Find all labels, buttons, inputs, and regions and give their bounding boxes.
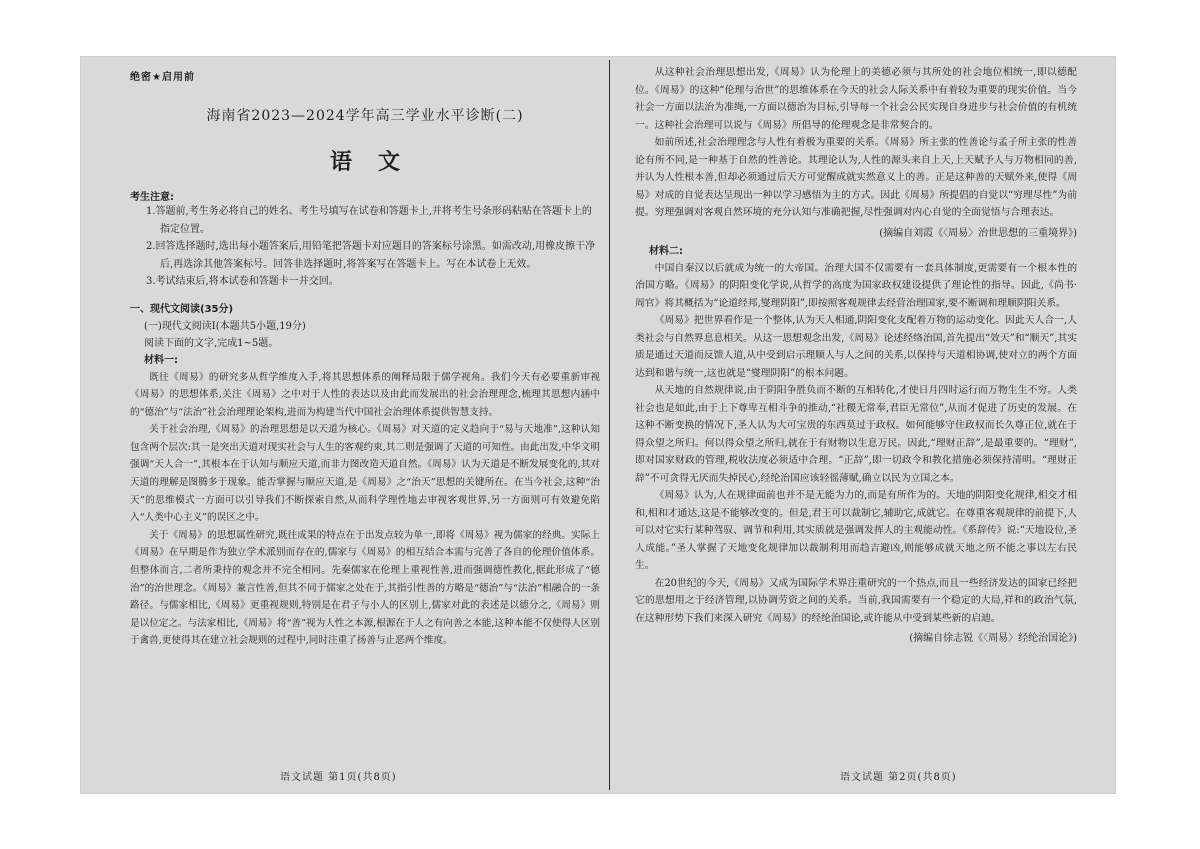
source-citation: (摘编自刘霞《〈周易〉治世思想的三重境界》)	[879, 227, 1077, 239]
article-paragraph: 既往《周易》的研究多从哲学维度入手,将其思想体系的阐释局限于儒学视角。我们今天有必要重新审视《周易》的思想体系,关注《周易》之中对于人性的表达以及由此而发展出的社会治理理念,梳理其思想内涵中的“德治”与“法治”社会治理理论架构,进而为构建当代中国社会治理体系提供智慧支持。	[130, 371, 600, 418]
confidential-mark: 绝密★启用前	[130, 72, 195, 83]
reading-instruction: 阅读下面的文字,完成1~5题。	[144, 337, 279, 349]
source-citation: (摘编自徐志锐《〈周易〉经纶治国论》)	[909, 633, 1077, 644]
article-paragraph: 如前所述,社会治理理念与人性有着极为重要的关系。《周易》所主张的性善论与孟子所主张的性善论有所不同,是一种基于自然的性善论。其理论认为,人性的源头来自上天,上天赋予人与万物相同的善,并认为人性根本善,但却必须通过后天方可觉醒成就实然意义上的善。正是这种善的天赋外来,使得《周易》对成的自觉表达呈现出一种以学习感悟为主的方式。因此《周易》所提倡的自觉以“穷理尽性”为前提。穷理强调对客观自然环境的充分认知与准确把握,尽性强调对内心自觉的全面觉悟与合理表达。	[635, 137, 1077, 218]
article-paragraph: 关于社会治理,《周易》的治理思想是以天道为核心。《周易》对天道的定义趋向于“易与天地准”,这种认知包含两个层次:其一是突出天道对现实社会与人生的客观约束,其二则是强调了天道的可知性。由此出发,中华文明强调“天人合一”,其根本在于认知与顺应天道,而非力图改造天道自然。《周易》认为天道是不断发展变化的,其对天道的理解是图腾多于现象。能否掌握与顺应天道,是《周易》之“治天”思想的关键所在。在当今社会,这种“治天”的思维模式一方面可以引导我们不断探索自然,从而科学理性地去审视客观世界,另一方面则可有效避免陷入“人类中心主义”的误区之中。	[130, 424, 600, 524]
article-paragraph: 中国自秦汉以后就成为统一的大帝国。治理大国不仅需要有一套具体制度,更需要有一个根本性的治国方略。《周易》的阴阳变化学说,从哲学的高度为国家政权建设提供了理论性的指导。因此,《尚书·周官》将其概括为“论道经邦,燮理阴阳”,即按照客观规律去经营治理国家,要不断调和理顺阴阳关系。	[635, 262, 1077, 309]
subject-title: 语文	[329, 149, 426, 175]
article-paragraph: 关于《周易》的思想属性研究,既往成果的特点在于出发点较为单一,即将《周易》视为儒家的经典。实际上《周易》在早期是作为独立学术派别而存在的,儒家与《周易》的相互结合本需与完善了各自的伦理价值体系。但整体而言,二者所秉持的观念并不完全相同。先秦儒家在伦理上重视性善,进而强调德性教化,据此形成了“德治”的治世理念。《周易》兼言性善,但其不同于儒家之处在于,其指引性善的方略是“德治”与“法治”相融合的一条路径。与儒家相比,《周易》更重视规则,特别是在君子与小人的区别上,儒家对此的表述是以德分之,《周易》则是以位定之。与法家相比,《周易》将“善”视为人性之本源,根源在于人之有向善之本能,这种本能不仅使得人区别于禽兽,更使得其在建立社会规则的过程中,同时注重了扬善与止恶两个维度。	[130, 529, 600, 647]
material-one-heading: 材料一:	[144, 354, 178, 366]
article-paragraph: 在20世纪的今天,《周易》又成为国际学术界注重研究的一个热点,而且一些经济发达的国家已经把它的思想用之于经济管理,以协调劳资之间的关系。当前,我国需要有一个稳定的大局,祥和的政治气氛,在这种形势下我们来深入研究《周易》的经纶治国论,或许能从中受到某些新的启迪。	[635, 577, 1077, 624]
page-divider	[609, 60, 610, 790]
exam-page-2	[635, 64, 1077, 786]
material-two-heading: 材料二:	[649, 245, 683, 257]
exam-title: 海南省2023—2024学年高三学业水平诊断(二)	[206, 108, 524, 124]
exam-page-1	[130, 64, 600, 786]
article-paragraph: 《周易》把世界看作是一个整体,认为天人相通,阴阳变化支配着万物的运动变化。因此天人合一,人类社会与自然界息息相关。从这一思想观念出发,《周易》论述经络治国,首先提出“效天”和“顺天”,其实质是通过天道而反馈人道,从中受到启示理顺人与人之间的关系,以保持与天道相协调,使对立的两个方面达到和谐与统一,这也就是“燮理阴阳”的根本问题。	[635, 315, 1077, 379]
subsection-heading: (一)现代文阅读Ⅰ(本题共5小题,19分)	[144, 320, 306, 332]
notice-heading: 考生注意:	[130, 192, 174, 203]
notice-item: 3.考试结束后,将本试卷和答题卡一并交回。	[146, 276, 339, 287]
article-paragraph: 从这种社会治理思想出发,《周易》认为伦理上的美德必须与其所处的社会地位相统一,即以德配位。《周易》的这种“伦理与治世”的思维体系在今天的社会人际关系中有着较为重要的现实价值。当今社会一方面以法治为准绳,一方面以德治为目标,引导每一个社会公民实现自身进步与社会价值的有机统一。这种社会治理可以说与《周易》所倡导的伦理观念是非常契合的。	[635, 67, 1077, 131]
page-footer: 语文试题 第1页(共8页)	[280, 772, 397, 783]
notice-item: 2.回答选择题时,选出每小题答案后,用铅笔把答题卡对应题目的答案标号涂黑。如需改动,用橡皮擦干净后,再选涂其他答案标号。回答非选择题时,将答案写在答题卡上。写在本试卷上无效。	[146, 241, 596, 270]
exam-sheet-scan	[80, 56, 1116, 794]
article-paragraph: 从天地的自然规律说,由于阴阳争胜负而不断的互相转化,才使日月四时运行而万物生生不穷。人类社会也是如此,由于上下尊卑互相斗争的推动,“社稷无常奉,君臣无常位”,从而才促进了历史的发展。在这种不断变换的情况下,圣人认为大可宝贵的东西莫过于政权。如何能够守住政权而长久尊正位,就在于得众望之所归。何以得众望之所归,就在于有财物以生息万民。因此,“理财正辞”,是最重要的。“理财”,即对国家财政的管理,税收法度必须适中合理。“正辞”,即一切政令和教化措施必须保持清明。“理财正辞”不可贪得无厌而失掉民心,经纶治国应该轻徭薄赋,确立以民为立国之本。	[635, 385, 1077, 484]
article-paragraph: 《周易》认为,人在规律面前也并不是无能为力的,而是有所作为的。天地的阴阳变化规律,相交才相和,相和才通达,这是不能够改变的。但是,君王可以裁制它,辅助它,成就它。在尊重客观规律的前提下,人可以对它实行某种驾驭、调节和利用,其实质就是强调发挥人的主观能动性。《系辞传》说:“天地设位,圣人成能。”圣人掌握了天地变化规律加以裁制利用而趋吉避凶,则能够成就天地之所不能之事以左右民生。	[635, 490, 1077, 571]
section-heading: 一、现代文阅读(35分)	[130, 303, 234, 315]
page-footer: 语文试题 第2页(共8页)	[840, 772, 957, 783]
notice-item: 1.答题前,考生务必将自己的姓名、考生号填写在试卷和答题卡上,并将考生号条形码粘贴在答题卡上的指定位置。	[146, 206, 592, 235]
